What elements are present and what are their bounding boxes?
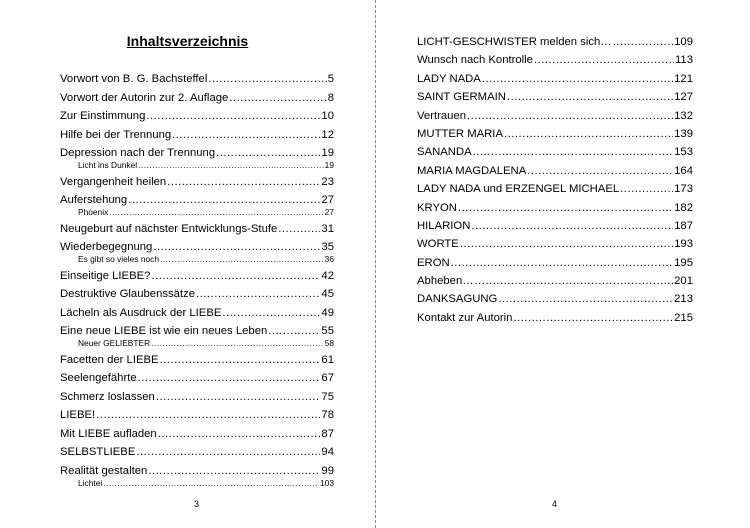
toc-entry-row-label: Einseitige LIEBE? [60,269,151,282]
toc-entry [60,408,334,422]
toc-entry-row-label: SAINT GERMAIN [417,91,506,104]
dot-leader [151,339,324,347]
toc-entry-row-label: Vorwort der Autorin zur 2. Auflage [60,91,229,104]
dot-leader [458,203,673,214]
toc-subentry-row [60,207,334,217]
toc-title: Inhaltsverzeichnis [126,33,249,49]
toc-entry-row [417,35,693,49]
toc-entry-row-label: DANKSAGUNG [417,293,498,306]
dot-leader [196,289,320,300]
toc-entry-row-page-number: 67 [321,372,334,384]
toc-entry-row-label: Mit LIEBE aufladen [60,427,157,440]
toc-entry-row [60,427,334,441]
toc-entry-row-label: Zur Einstimmung [60,110,146,122]
toc-entry-row [60,390,334,404]
toc-entry-row-page-number: 164 [674,164,693,177]
toc-entry-row-label: LIEBE! [60,409,96,421]
toc-entry-row-label: WORTE [417,238,459,251]
toc-subentry-row-label: Neuer GELIEBTER [78,338,151,348]
toc-entry-row-label: Lächeln als Ausdruck der LIEBE [60,306,222,319]
dot-leader [229,93,326,104]
toc-entry-row-page-number: 42 [321,269,334,282]
toc-list-left [60,72,334,492]
toc-entry-row [417,145,693,159]
dot-leader [534,55,674,66]
toc-entry-row-label: Abheben… [417,275,474,288]
dot-leader [153,242,320,253]
toc-subentry-row [60,478,334,488]
toc-entry-row [417,127,693,141]
dot-leader [613,37,674,48]
toc-entry-row-page-number: 187 [674,219,693,232]
toc-entry [417,256,693,270]
toc-subentry-row-label: Es gibt so vieles noch [78,254,160,264]
toc-entry [60,175,334,189]
toc-entry-row [60,193,334,207]
dot-leader [160,255,324,263]
toc-entry-row [60,240,334,254]
toc-entry [60,193,334,217]
toc-entry-row-page-number: 31 [321,222,334,235]
toc-entry-row-page-number: 113 [674,54,693,67]
toc-entry-row-label: Eine neue LIEBE ist wie ein neues Leben [60,325,268,337]
toc-entry-row-label: Facetten der LIEBE [60,353,159,366]
toc-entry-row [60,464,334,478]
toc-entry-row [60,109,334,123]
toc-entry-row [417,201,693,215]
toc-entry [417,145,693,159]
toc-entry-row-page-number: 215 [674,311,693,324]
toc-entry-row [60,445,334,459]
toc-entry [417,53,693,67]
toc-subentry-row [60,254,334,264]
toc-entry-row-label: ERON [417,256,450,269]
dot-leader [222,308,320,319]
toc-entry-row-label: KRYON [417,201,457,214]
dot-leader [471,221,673,232]
toc-entry-row-page-number: 75 [321,390,334,403]
dot-leader [620,184,673,195]
toc-entry-row [60,371,334,385]
toc-entry [60,269,334,283]
toc-entry-row-page-number: 35 [321,241,334,253]
toc-entry-row [417,274,693,288]
toc-entry-row [417,164,693,178]
toc-entry-row-label: Seelengefährte [60,372,137,384]
toc-entry-row-label: Destruktive Glaubenssätze [60,288,195,300]
dot-leader [148,466,320,477]
toc-entry-row-page-number: 213 [674,293,693,306]
toc-entry [60,390,334,404]
right-page [376,0,750,528]
dot-leader [513,313,673,324]
dot-leader [146,111,320,122]
toc-entry-row-page-number: 193 [674,238,693,251]
dot-leader [136,447,320,458]
page-number-right: 4 [552,499,558,509]
toc-entry-row-label: MARIA MAGDALENA [417,164,527,177]
toc-entry [60,445,334,459]
toc-entry [417,311,693,325]
toc-entry-row [60,72,334,86]
toc-entry-row-page-number: 78 [321,409,334,421]
toc-entry-row [60,408,334,422]
toc-entry-row-label: Vorwort von B. G. Bachsteffel [60,73,208,85]
toc-entry-row-label: SANANDA [417,146,472,159]
toc-entry [417,292,693,306]
toc-entry-row-label: Hilfe bei der Trennung [60,128,172,141]
dot-leader [103,479,319,487]
toc-entry-row [417,292,693,306]
toc-entry-row [417,219,693,233]
toc-entry-row [60,306,334,320]
toc-subentry-row-label: Phoenix [78,207,109,217]
dot-leader [160,355,321,366]
toc-entry [417,35,693,49]
dot-leader [268,326,320,337]
toc-entry-row-page-number: 121 [674,72,693,85]
toc-subentry-row-page-number: 27 [324,207,334,217]
toc-entry [417,164,693,178]
dot-leader [482,74,673,85]
toc-entry-row-page-number: 99 [321,464,334,477]
toc-entry [60,464,334,488]
toc-entry [60,427,334,441]
toc-entry-row [417,53,693,67]
dot-leader [138,161,324,169]
dot-leader [172,130,320,141]
toc-entry-row-page-number: 49 [321,306,334,319]
toc-entry [60,287,334,301]
toc-entry [60,146,334,170]
toc-entry-row [60,175,334,189]
dot-leader [138,373,321,384]
toc-list-right [417,35,693,329]
toc-entry-row-page-number: 8 [327,91,334,104]
toc-entry-row [417,182,693,196]
toc-entry [60,306,334,320]
toc-subentry-row-label: Licht ins Dunkel [78,160,138,170]
toc-entry-row-page-number: 132 [674,109,693,122]
toc-entry-row-page-number: 201 [674,275,693,288]
toc-entry [417,201,693,215]
toc-entry-row-label: MUTTER MARIA [417,127,503,140]
dot-leader [504,129,673,140]
toc-entry-row-page-number: 139 [674,127,693,140]
toc-entry [417,72,693,86]
dot-leader [156,392,321,403]
dot-leader [216,148,320,159]
toc-entry-row-page-number: 27 [321,194,334,206]
toc-entry-row-label: Vergangenheit heilen [60,175,167,188]
toc-entry-row [417,256,693,270]
toc-entry [417,90,693,104]
dot-leader [460,239,673,250]
toc-entry [60,324,334,348]
toc-entry-row [60,146,334,160]
dot-leader [167,177,320,188]
page-number-left: 3 [194,499,200,509]
toc-entry-row [60,222,334,236]
toc-entry-row [60,353,334,367]
toc-entry-row [60,269,334,283]
toc-subentry-row-page-number: 19 [324,160,334,170]
toc-entry [60,72,334,86]
toc-entry-row-label: Kontakt zur Autorin [417,311,513,324]
toc-entry-row-label: Auferstehung [60,194,128,206]
toc-entry [417,219,693,233]
toc-entry-row-page-number: 12 [321,128,334,141]
toc-entry-row [60,287,334,301]
toc-entry-row [417,90,693,104]
toc-entry-row [60,128,334,142]
toc-entry-row-page-number: 45 [321,288,334,300]
toc-entry [60,353,334,367]
toc-entry [60,371,334,385]
toc-entry [417,182,693,196]
toc-entry-row [417,237,693,251]
dot-leader [451,258,674,269]
toc-entry-row-page-number: 109 [674,36,693,48]
dot-leader [109,208,323,216]
toc-entry [60,128,334,142]
toc-entry-row-label: Depression nach der Trennung [60,147,216,159]
toc-entry-row-label: Wunsch nach Kontrolle [417,54,533,67]
dot-leader [473,147,674,158]
toc-entry-row-label: Schmerz loslassen [60,390,155,403]
toc-entry-row [417,109,693,123]
toc-entry [60,240,334,264]
toc-entry-row [60,324,334,338]
toc-entry-row [60,91,334,105]
toc-subentry-row-page-number: 36 [324,254,334,264]
toc-subentry-row-label: Lichtei [78,477,103,488]
toc-entry-row-label: Neugeburt auf nächster Entwicklungs-Stufe [60,222,278,235]
toc-entry-row-page-number: 19 [321,147,334,159]
toc-entry-row-page-number: 23 [321,175,334,188]
toc-entry-row-label: SELBSTLIEBE [60,446,136,458]
dot-leader [527,166,673,177]
toc-entry-row [417,72,693,86]
toc-entry [417,127,693,141]
dot-leader [151,271,320,282]
dot-leader [475,276,674,287]
toc-entry-row-page-number: 173 [674,183,693,196]
toc-entry-row-page-number: 195 [674,256,693,269]
toc-entry-row-page-number: 61 [321,353,334,366]
toc-entry [417,274,693,288]
toc-entry-row-page-number: 127 [674,91,693,104]
toc-entry-row-page-number: 55 [321,325,334,337]
toc-entry-row-page-number: 5 [327,73,334,85]
toc-subentry-row-page-number: 103 [320,477,334,488]
toc-entry-row-label: Wiederbegegnung [60,241,153,253]
toc-entry-row-page-number: 94 [321,446,334,458]
toc-entry-row-page-number: 153 [674,146,693,159]
toc-entry [417,237,693,251]
dot-leader [278,224,320,235]
toc-entry [60,222,334,236]
toc-entry-row-page-number: 182 [674,201,693,214]
dot-leader [128,195,320,206]
toc-entry-row-label: Vertrauen [417,109,466,122]
dot-leader [507,92,673,103]
dot-leader [208,74,326,85]
toc-entry [417,109,693,123]
toc-entry [60,91,334,105]
toc-entry-row-label: LICHT-GESCHWISTER melden sich… [417,36,612,48]
toc-entry-row-label: LADY NADA und ERZENGEL MICHAEL [417,183,620,196]
toc-subentry-row-page-number: 58 [324,338,334,348]
toc-entry-row-label: LADY NADA [417,72,481,85]
dot-leader [498,294,673,305]
dot-leader [467,111,673,122]
toc-entry [60,109,334,123]
toc-entry-row-label: HILARION [417,219,471,232]
dot-leader [96,410,320,421]
dot-leader [158,429,321,440]
toc-entry-row-page-number: 10 [321,110,334,122]
toc-subentry-row [60,338,334,348]
toc-entry-row-page-number: 87 [321,427,334,440]
toc-entry-row [417,311,693,325]
toc-subentry-row [60,160,334,170]
toc-entry-row-label: Realität gestalten [60,464,148,477]
